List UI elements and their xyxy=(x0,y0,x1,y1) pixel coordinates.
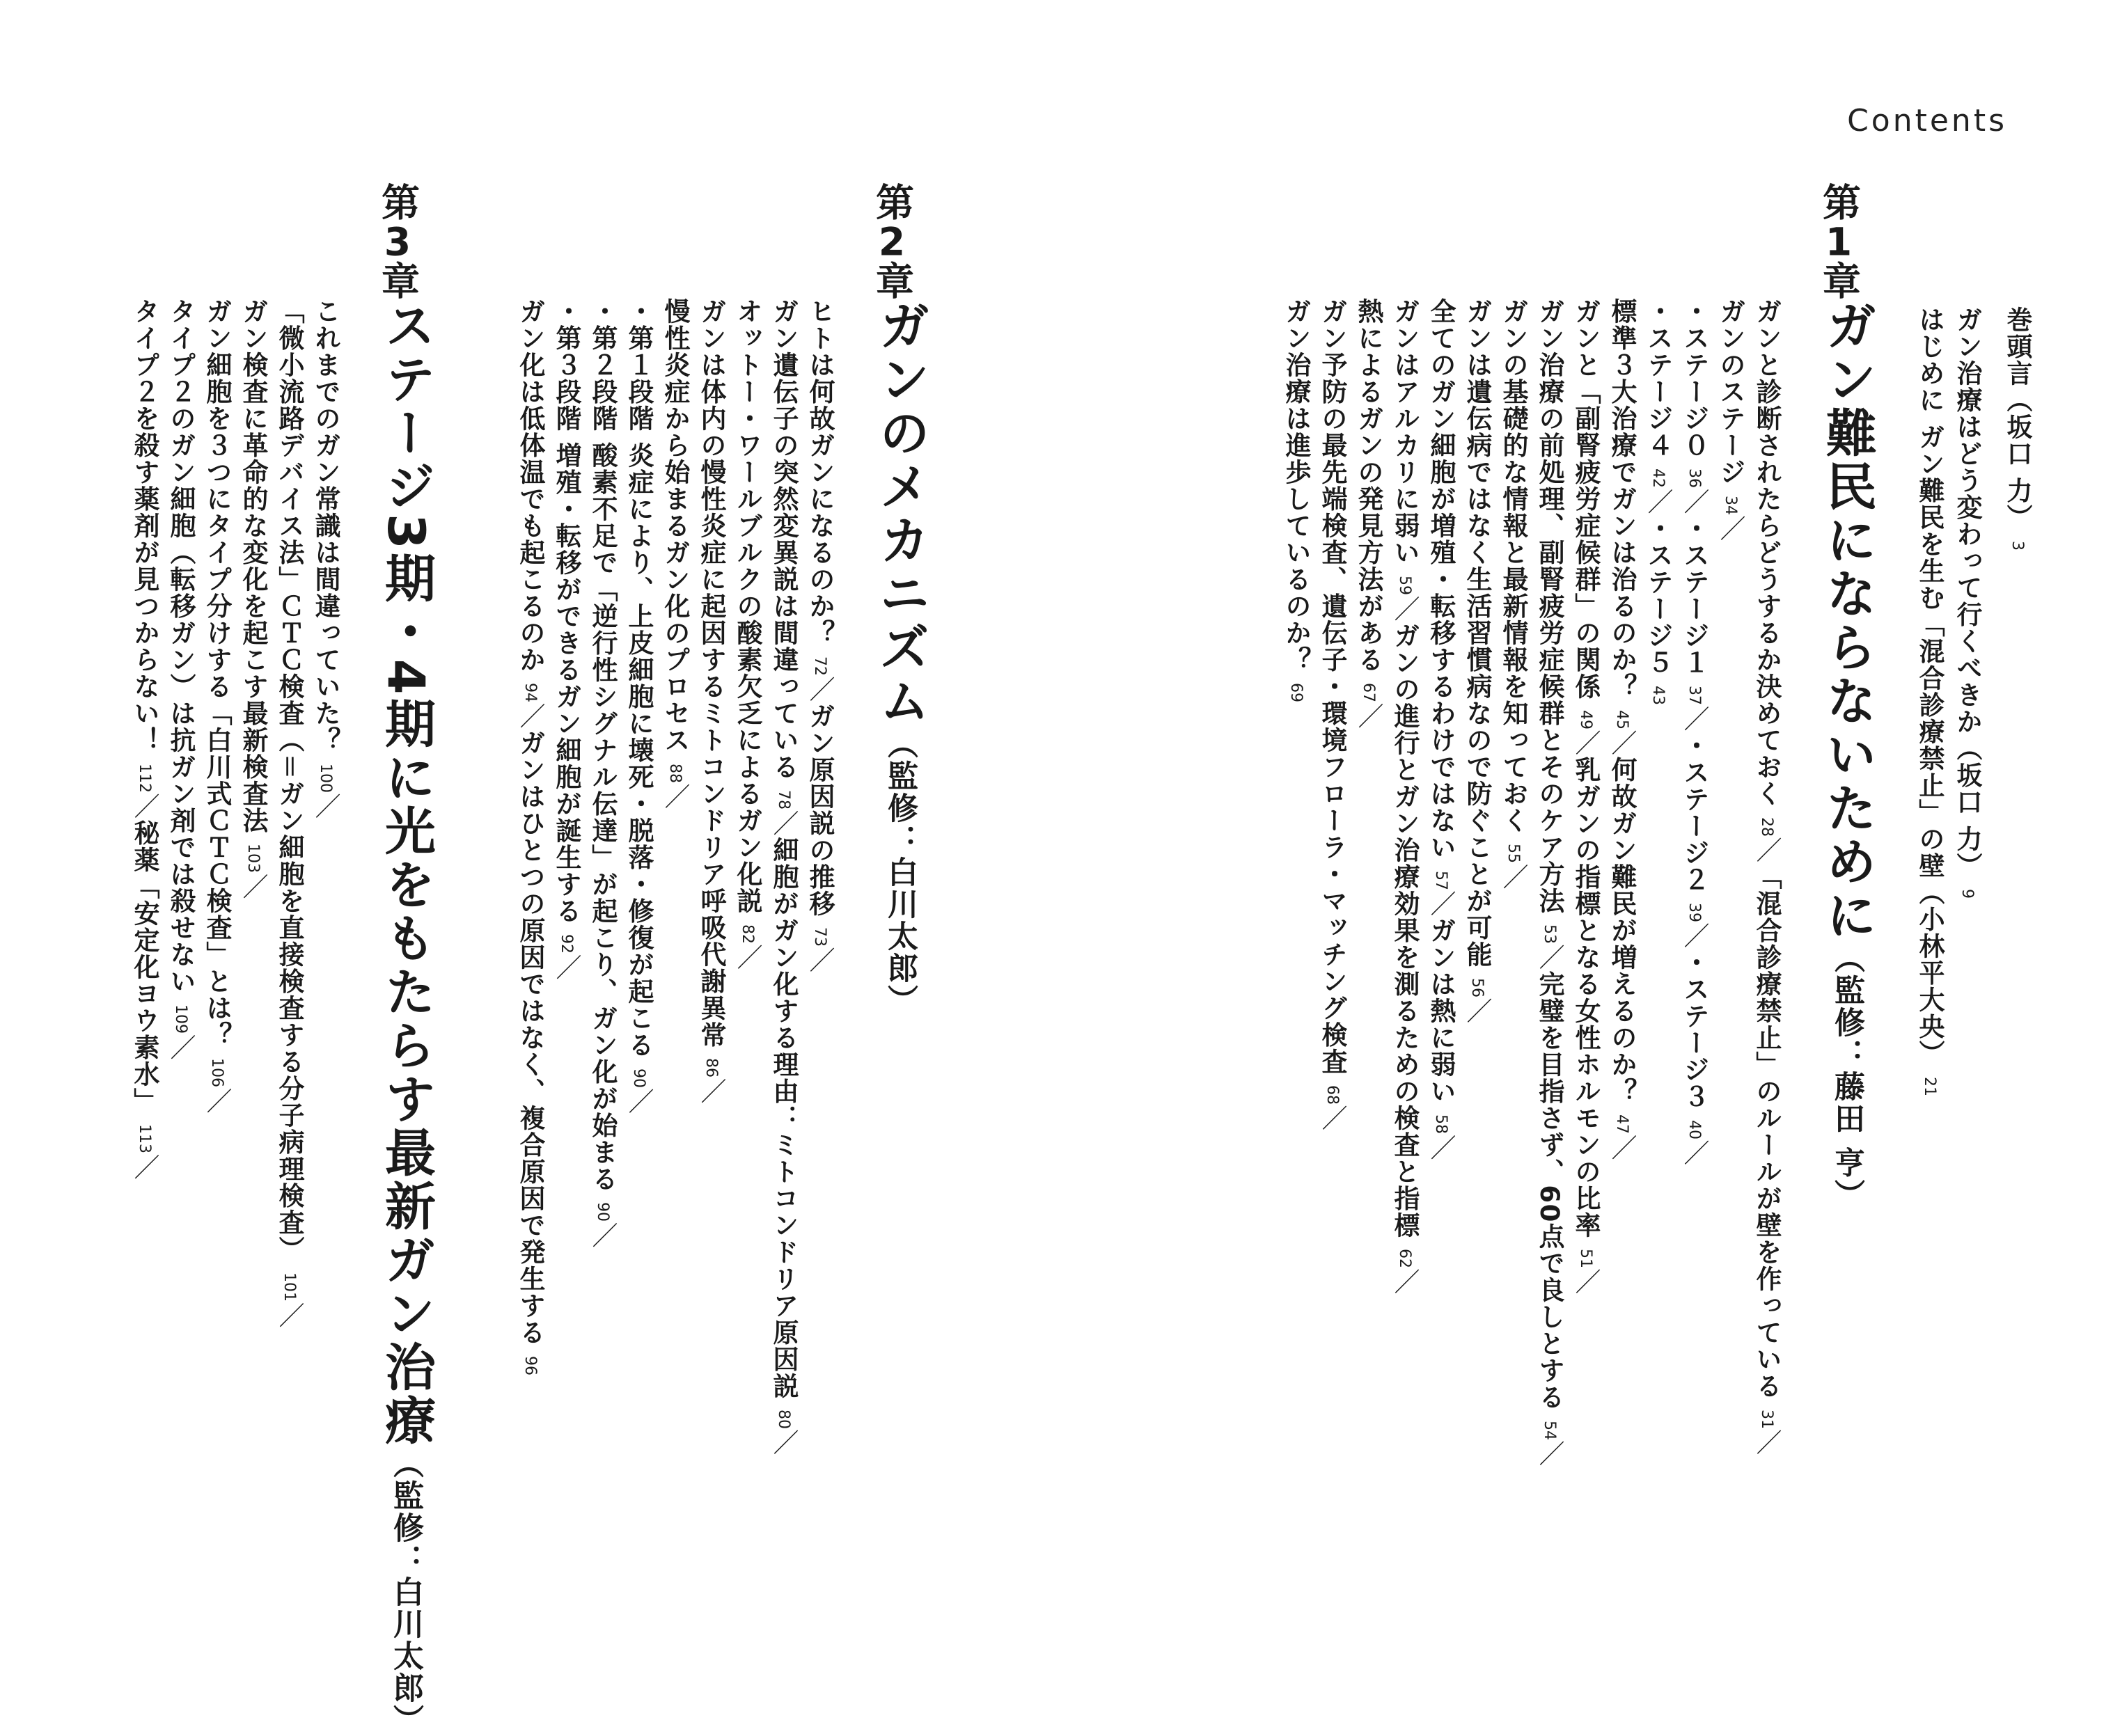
toc-line[interactable]: ・ステージ４ 42／・ステージ５ 43 xyxy=(1643,298,1673,706)
chapter-1-title[interactable] xyxy=(1816,299,1876,1210)
toc-line[interactable]: ガンと「副腎疲労症候群」の関係 49／乳ガンの指標となる女性ホルモンの比率 51／ xyxy=(1571,298,1601,1295)
toc-entry-text: ガン治療はどう変わって行くべきか（坂口 力） xyxy=(1952,306,1982,879)
toc-line[interactable]: ・ステージ０ 36／・ステージ１ 37／・ステージ２ 39／・ステージ３ 40／ xyxy=(1679,298,1709,1167)
toc-line[interactable]: ヒトは何故ガンになるのか？ 72／ガン原因説の推移 73／ xyxy=(805,298,835,974)
page-number: 3 xyxy=(2009,540,2026,551)
toc-line[interactable]: ガンの基礎的な情報と最新情報を知っておく 55／ xyxy=(1498,298,1528,890)
toc-line[interactable]: ガン予防の最先端検査、遺伝子・環境フローラ・マッチング検査 68／ xyxy=(1317,298,1347,1132)
toc-line[interactable]: ガン細胞を３つにタイプ分けする「白川式ＣＴＣ検査」とは？ 106／ xyxy=(202,298,232,1114)
toc-entry-front-1[interactable] xyxy=(2000,306,2034,551)
chapter-2-title[interactable] xyxy=(870,299,929,1016)
toc-entry-text: 巻頭言（坂口 力） xyxy=(2002,306,2032,531)
toc-line[interactable]: ・第１段階 炎症により、上皮細胞に壊死・脱落・修復が起こる 90／ xyxy=(624,298,654,1115)
toc-entry-text: はじめに ガン難民を生む「混合診療禁止」の壁（小林平大央） xyxy=(1915,306,1945,1067)
toc-line[interactable]: ガン化は低体温でも起こるのか 94／ガンはひとつの原因ではなく、複合原因で発生する 96 xyxy=(515,298,545,1375)
contents-heading: Contents xyxy=(1847,103,2007,139)
chapter-2-label: 第2章 xyxy=(870,182,914,301)
toc-line[interactable]: 熱によるガンの発見方法がある 67／ xyxy=(1353,298,1383,729)
toc-line[interactable]: ガンは体内の慢性炎症に起因するミトコンドリア呼吸代謝異常 86／ xyxy=(696,298,726,1105)
chapter-title-text: ガンのメカニズム xyxy=(870,299,929,728)
toc-line[interactable]: 「微小流路デバイス法」ＣＴＣ検査（＝ガン細胞を直接検査する分子病理検査） 101／ xyxy=(274,298,304,1329)
toc-line[interactable]: ガンは遺伝病ではなく生活習慣病なので防ぐことが可能 56／ xyxy=(1462,298,1492,1025)
toc-line[interactable]: ガンはアルカリに弱い 59／ガンの進行とガン治療効果を測るための検査と指標 62／ xyxy=(1390,298,1420,1295)
toc-line[interactable]: ガン検査に革命的な変化を起こす最新検査法 103／ xyxy=(238,298,268,900)
toc-line[interactable]: ・第２段階 酸素不足で「逆行性シグナル伝達」が起こり、ガン化が始まる 90／ xyxy=(588,298,618,1249)
page-number: 9 xyxy=(1958,889,1976,899)
toc-line[interactable]: ・第３段階 増殖・転移ができるガン細胞が誕生する 92／ xyxy=(551,298,581,981)
toc-line[interactable]: タイプ２のガン細胞（転移ガン）は抗ガン剤では殺せない 109／ xyxy=(166,298,196,1061)
toc-entry-front-3[interactable] xyxy=(1912,306,1946,1096)
toc-line[interactable]: 慢性炎症から始まるガン化のプロセス 88／ xyxy=(660,298,690,810)
chapter-3-label: 第3章 xyxy=(375,182,420,301)
toc-line[interactable]: これまでのガン常識は間違っていた？ 100／ xyxy=(311,298,340,820)
chapter-3-title[interactable] xyxy=(375,299,435,1736)
page-number: 21 xyxy=(1921,1076,1938,1096)
chapter-supervisor: （監修：藤田 亨） xyxy=(1829,942,1864,1211)
chapter-title-text: ガン難民にならないために xyxy=(1817,299,1876,942)
toc-line[interactable]: ガンと診断されたらどうするか決めておく 28／「混合診療禁止」のルールが壁を作っている 31／ xyxy=(1752,298,1782,1456)
chapter-title-text: ステージ3期・4期に光をもたらす最新ガン治療 xyxy=(376,299,435,1448)
toc-line[interactable]: ガン治療は進歩しているのか？ 69 xyxy=(1281,298,1311,703)
toc-line[interactable]: オットー・ワールブルクの酸素欠乏によるガン化説 82／ xyxy=(732,298,762,971)
toc-line[interactable]: ガン遺伝子の突然変異説は間違っている 78／細胞がガン化する理由：ミトコンドリア原因説 80／ xyxy=(769,298,799,1456)
toc-line[interactable]: 全てのガン細胞が増殖・転移するわけではない 57／ガンは熱に弱い 58／ xyxy=(1426,298,1456,1161)
chapter-supervisor: （監修：白川太郎） xyxy=(388,1447,423,1736)
toc-entry-front-2[interactable] xyxy=(1950,306,1984,899)
toc-line[interactable]: 標準３大治療でガンは治るのか？ 45／何故ガン難民が増えるのか？ 47／ xyxy=(1607,298,1637,1161)
chapter-supervisor: （監修：白川太郎） xyxy=(882,728,918,1016)
chapter-1-label: 第1章 xyxy=(1816,182,1861,301)
toc-line[interactable]: ガン治療の前処理、副腎疲労症候群とそのケア方法 53／完璧を目指さず、60点で良しとする 54／ xyxy=(1534,298,1564,1467)
toc-line[interactable]: タイプ２を殺す薬剤が見つからない！ 112／秘薬「安定化ヨウ素水」 113／ xyxy=(129,298,159,1181)
toc-line[interactable]: ガンのステージ 34／ xyxy=(1715,298,1745,542)
